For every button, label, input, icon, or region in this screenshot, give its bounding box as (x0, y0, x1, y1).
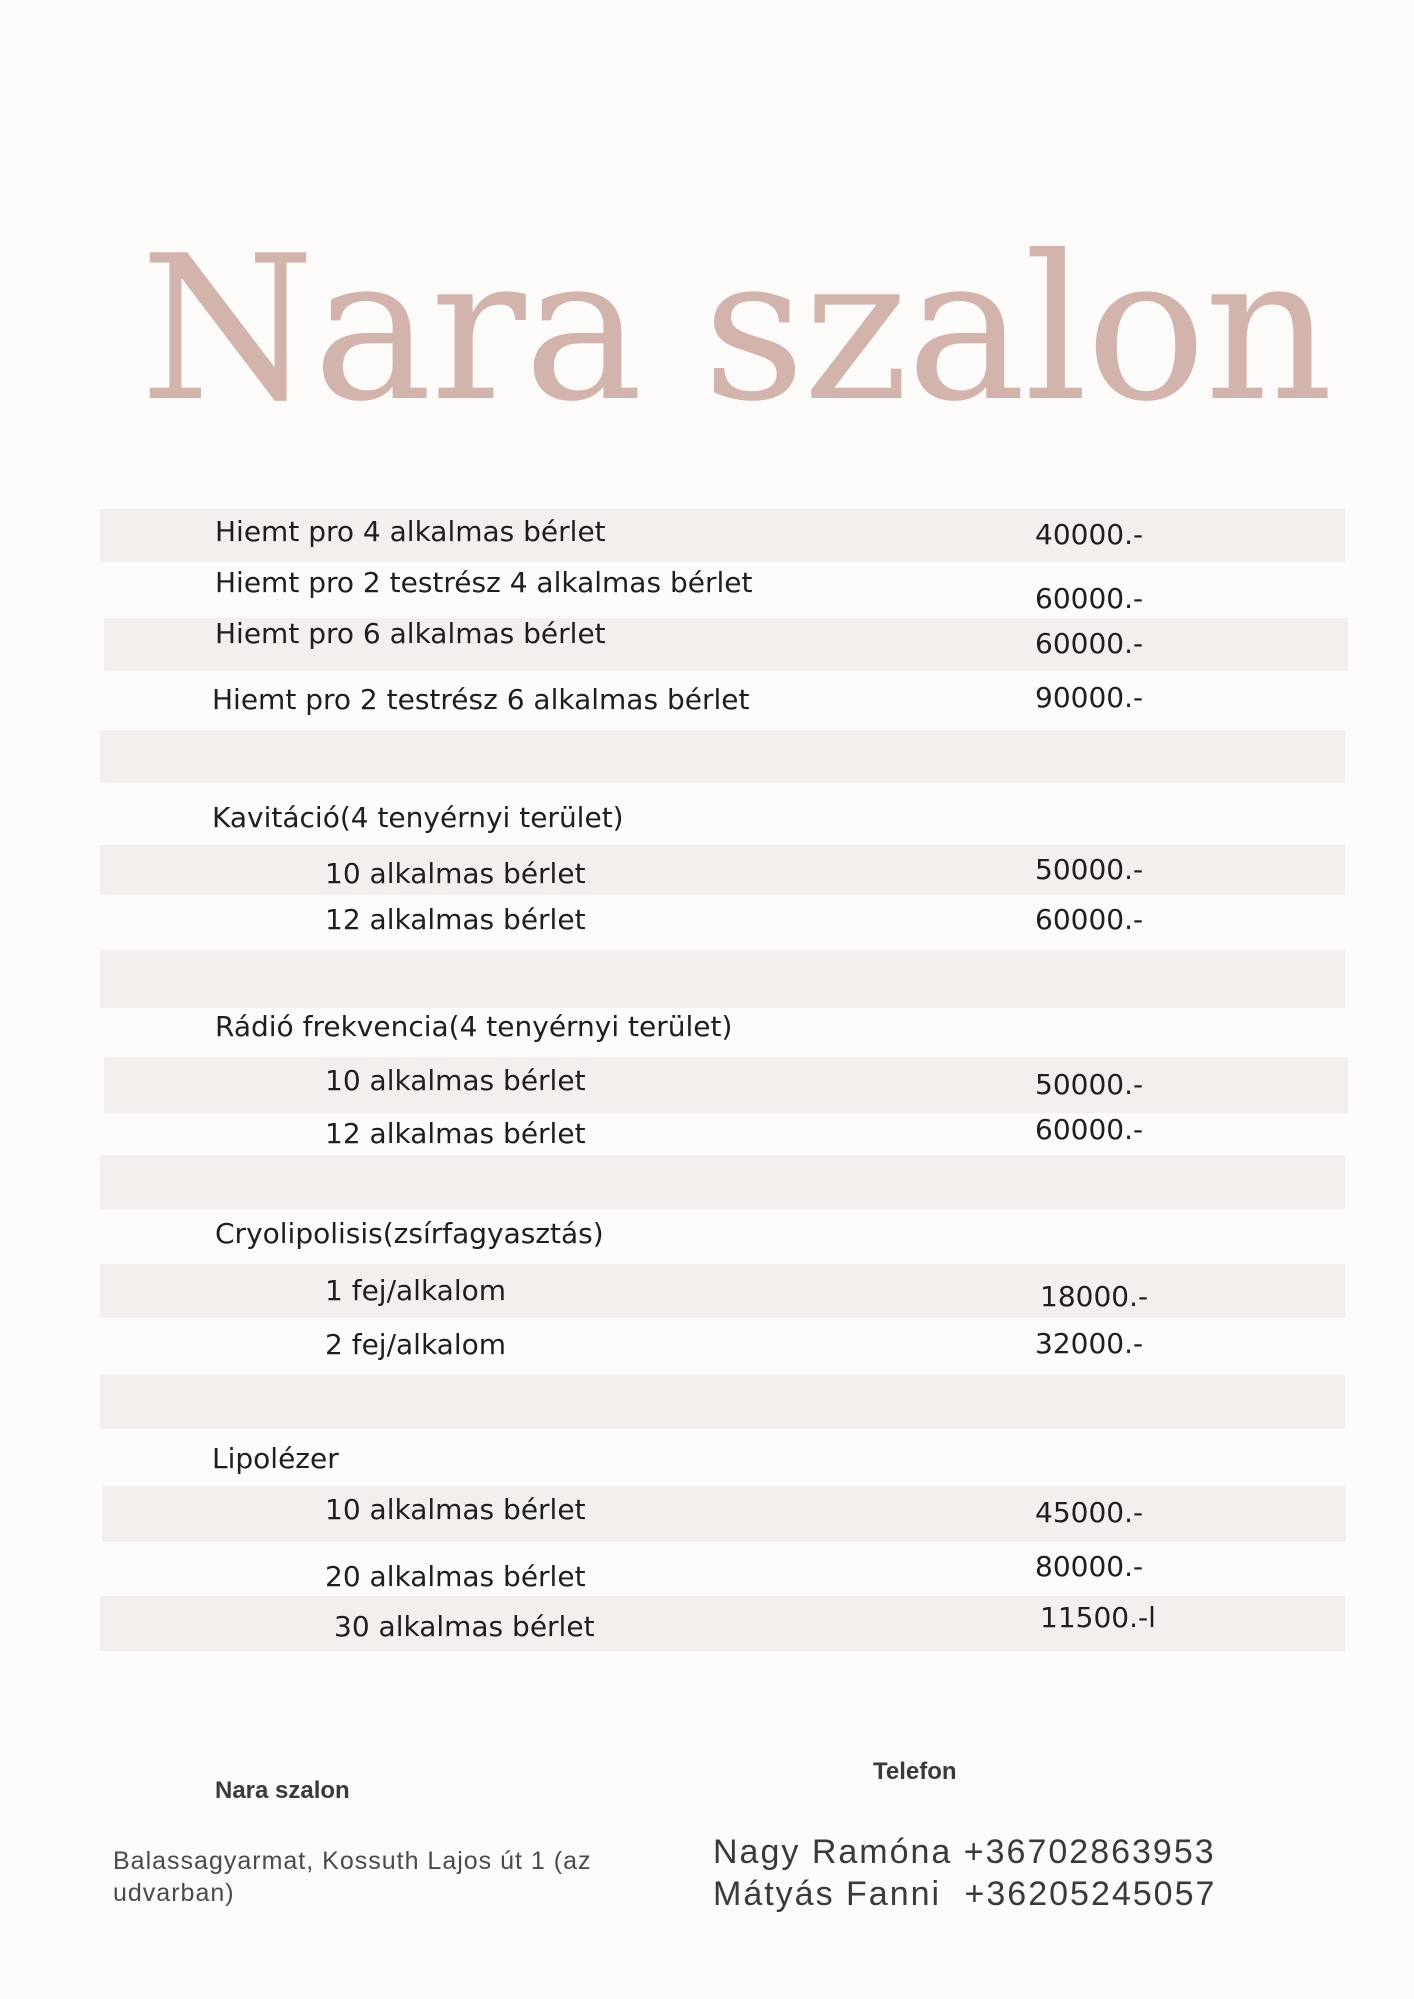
item-label: 1 fej/alkalom (325, 1274, 507, 1307)
section-heading: Kavitáció(4 tenyérnyi terület) (212, 801, 624, 834)
row-band (100, 730, 1345, 783)
item-label: 30 alkalmas bérlet (334, 1610, 595, 1643)
page-title: Nara szalon (140, 213, 1332, 446)
item-price: 60000.- (1035, 1113, 1144, 1146)
item-label: 12 alkalmas bérlet (325, 903, 586, 936)
section-heading: Lipolézer (212, 1442, 339, 1475)
contact-line (713, 1875, 1216, 1914)
item-price: 50000.- (1035, 1068, 1144, 1101)
item-price: 80000.- (1035, 1550, 1144, 1583)
item-label: 10 alkalmas bérlet (325, 1493, 586, 1526)
row-price: 60000.- (1035, 582, 1144, 615)
section-heading: Rádió frekvencia(4 tenyérnyi terület) (215, 1010, 733, 1043)
row-band (100, 1375, 1345, 1429)
item-price: 18000.- (1040, 1280, 1149, 1313)
item-label: 2 fej/alkalom (325, 1328, 507, 1361)
row-label: Hiemt pro 4 alkalmas bérlet (215, 515, 606, 548)
row-band (104, 1057, 1348, 1113)
row-price: 60000.- (1035, 627, 1144, 660)
row-band (102, 1486, 1346, 1542)
footer-business-name: Nara szalon (215, 1777, 350, 1804)
row-price: 40000.- (1035, 518, 1144, 551)
contact-name: Nagy Ramóna (713, 1833, 953, 1871)
item-price: 60000.- (1035, 903, 1144, 936)
row-label: Hiemt pro 2 testrész 6 alkalmas bérlet (212, 683, 750, 716)
contact-line (713, 1833, 1216, 1872)
row-band (100, 1264, 1345, 1318)
item-label: 20 alkalmas bérlet (325, 1560, 586, 1593)
contact-phone: +36205245057 (964, 1875, 1217, 1913)
item-label: 10 alkalmas bérlet (325, 857, 586, 890)
section-heading: Cryolipolisis(zsírfagyasztás) (215, 1217, 604, 1250)
row-label: Hiemt pro 6 alkalmas bérlet (215, 617, 606, 650)
row-band (100, 950, 1345, 1008)
item-label: 10 alkalmas bérlet (325, 1064, 586, 1097)
item-label: 12 alkalmas bérlet (325, 1117, 586, 1150)
row-band (100, 1155, 1345, 1209)
row-band (100, 845, 1345, 895)
item-price: 50000.- (1035, 853, 1144, 886)
item-price: 32000.- (1035, 1327, 1144, 1360)
footer-address: Balassagyarmat, Kossuth Lajos út 1 (az udvarban) (113, 1847, 592, 1907)
item-price: 45000.- (1035, 1496, 1144, 1529)
item-price: 11500.-l (1040, 1601, 1156, 1634)
row-label: Hiemt pro 2 testrész 4 alkalmas bérlet (215, 566, 753, 599)
contact-phone: +36702863953 (963, 1833, 1216, 1871)
row-price: 90000.- (1035, 681, 1144, 714)
footer-phone-label: Telefon (873, 1758, 957, 1785)
contact-name: Mátyás Fanni (713, 1875, 942, 1913)
row-band (100, 1596, 1345, 1651)
